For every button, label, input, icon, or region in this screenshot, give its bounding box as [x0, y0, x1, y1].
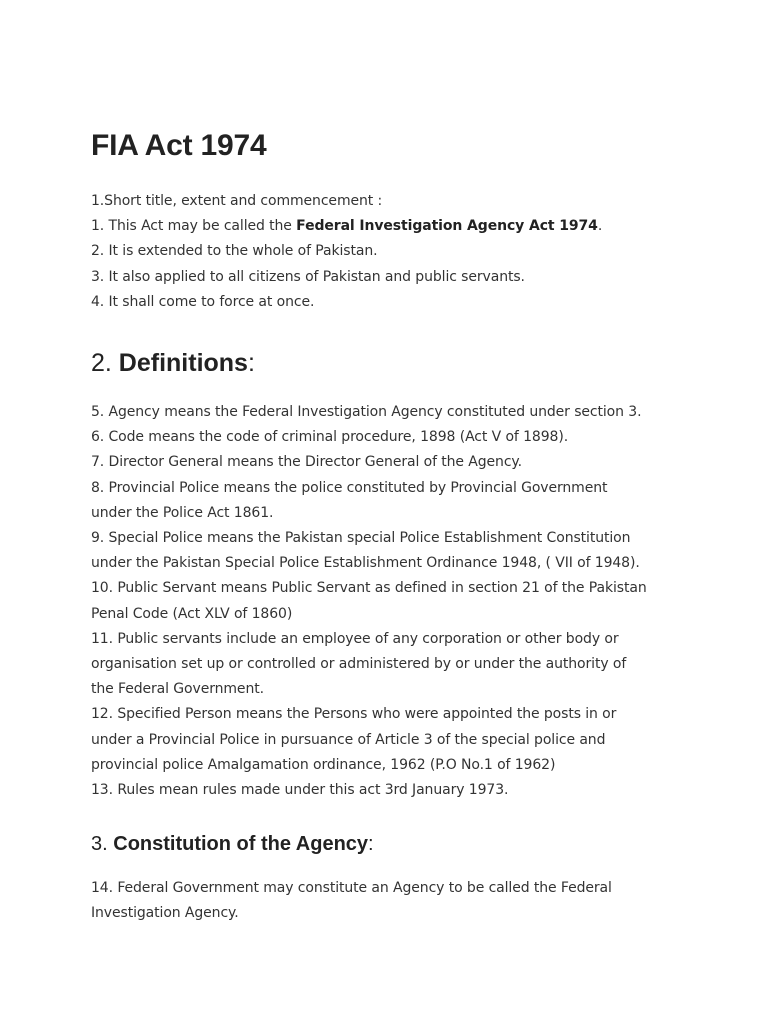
text-line: [91, 214, 691, 239]
text-line: 13. Rules mean rules made under this act 3rd January 1973.: [91, 782, 509, 799]
heading-suffix: :: [368, 833, 374, 855]
text-line: under a Provincial Police in pursuance of Article 3 of the special police and: [91, 731, 606, 748]
text-line: Investigation Agency.: [91, 905, 239, 922]
text-segment: 1.Short title, extent and commencement :: [91, 193, 383, 209]
text-line: the Federal Government.: [91, 681, 264, 698]
text-line: 7. Director General means the Director General of the Agency.: [91, 454, 522, 471]
text-segment: .: [597, 218, 603, 235]
text-line: 14. Federal Government may constitute an Agency to be called the Federal: [91, 880, 612, 896]
text-line: [91, 290, 691, 315]
heading-number: 3.: [91, 833, 114, 855]
text-line: Penal Code (Act XLV of 1860): [91, 605, 293, 622]
constitution-heading: [91, 830, 374, 858]
section-short-title: [91, 189, 691, 315]
text-line: 9. Special Police means the Pakistan special Police Establishment Constitution: [91, 530, 631, 547]
text-line: under the Pakistan Special Police Establishment Ordinance 1948, ( VII of 1948).: [91, 555, 640, 572]
text-line: 8. Provincial Police means the police constituted by Provincial Government: [91, 479, 608, 496]
document-title: FIA Act 1974: [91, 129, 267, 162]
text-line: 10. Public Servant means Public Servant as defined in section 21 of the Pakistan: [91, 580, 647, 597]
text-line: organisation set up or controlled or administered by or under the authority of: [91, 656, 627, 673]
text-line: [91, 265, 691, 290]
text-segment: 4. It shall come to force at once.: [91, 293, 315, 310]
heading-suffix: :: [247, 349, 255, 377]
text-segment: 3. It also applied to all citizens of Pakistan and public servants.: [91, 268, 525, 285]
text-segment: 2. It is extended to the whole of Pakistan.: [91, 243, 378, 260]
text-line: 11. Public servants include an employee of any corporation or other body or: [91, 630, 619, 647]
definitions-heading: [91, 346, 255, 380]
section-constitution: [91, 876, 691, 926]
text-line: 5. Agency means the Federal Investigation Agency constituted under section 3.: [91, 404, 642, 420]
heading-number: 2.: [91, 349, 119, 377]
text-segment: 1. This Act may be called the: [91, 218, 297, 235]
heading-text: Definitions: [118, 349, 248, 377]
text-line: under the Police Act 1861.: [91, 504, 274, 521]
act-name-bold: Federal Investigation Agency Act 1974: [296, 218, 598, 235]
text-line: 6. Code means the code of criminal procedure, 1898 (Act V of 1898).: [91, 429, 569, 446]
text-line: [91, 189, 691, 214]
section-definitions: [91, 400, 691, 803]
text-line: [91, 239, 691, 264]
text-line: 12. Specified Person means the Persons who were appointed the posts in or: [91, 706, 617, 723]
heading-text: Constitution of the Agency: [113, 833, 369, 855]
text-line: provincial police Amalgamation ordinance, 1962 (P.O No.1 of 1962): [91, 756, 556, 773]
